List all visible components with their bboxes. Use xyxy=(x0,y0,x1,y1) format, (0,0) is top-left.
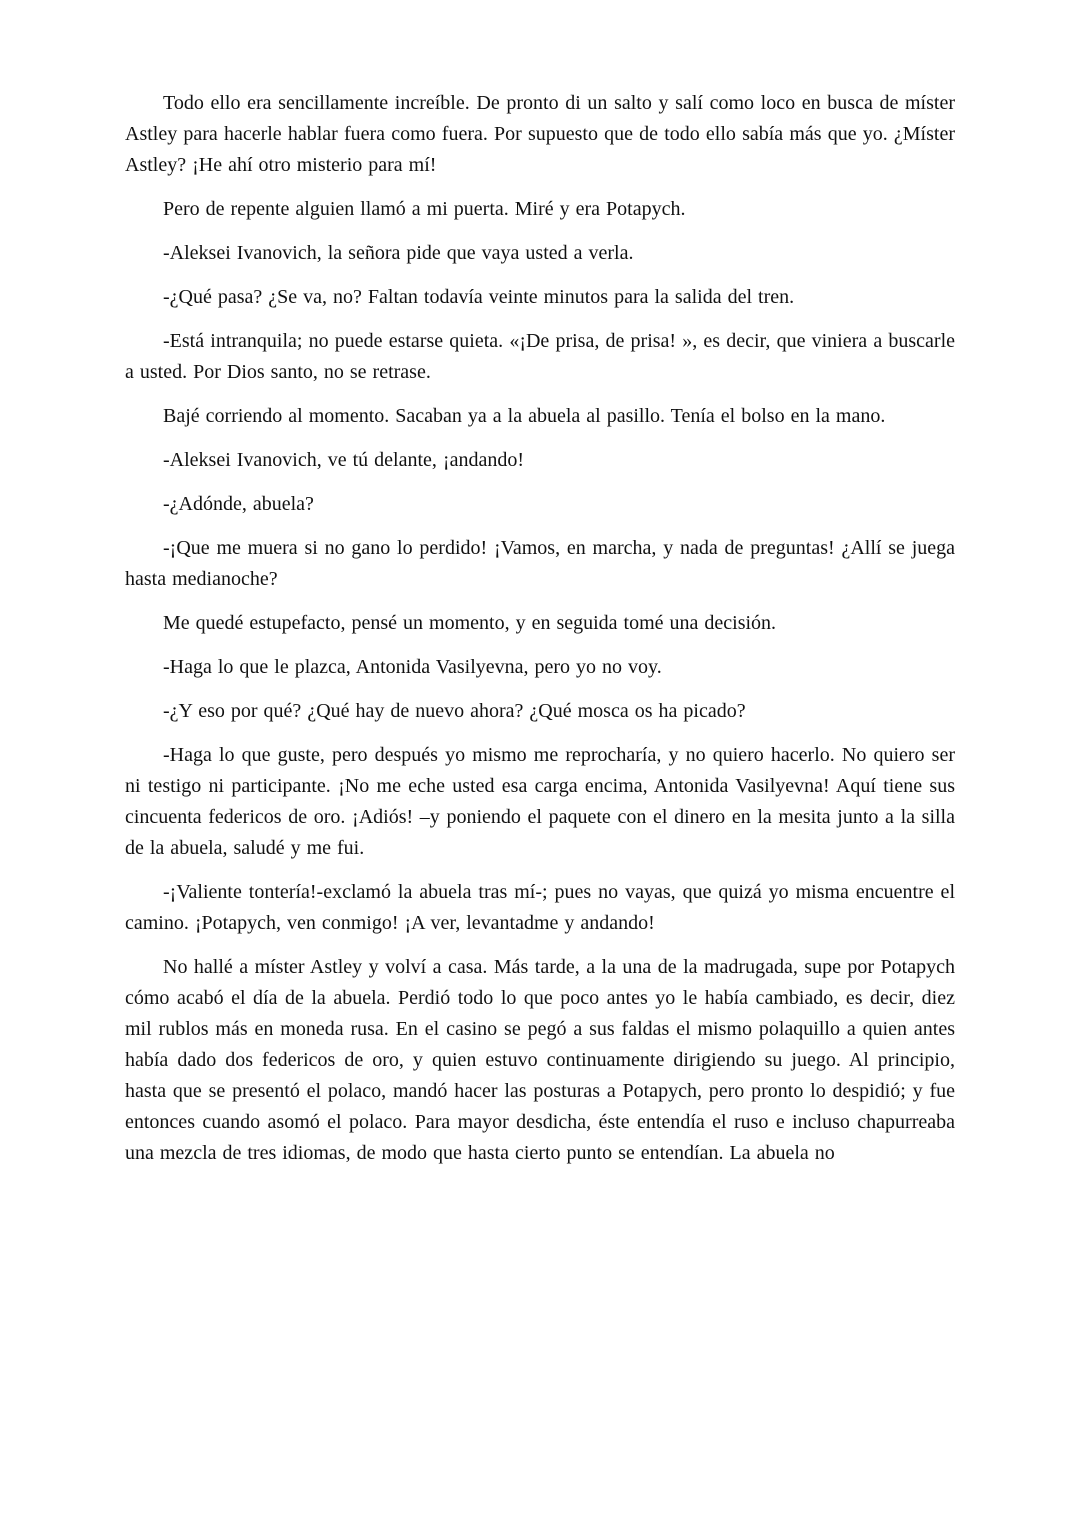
paragraph: Pero de repente alguien llamó a mi puerta. Miré y era Potapych. xyxy=(163,198,686,220)
paragraph-dialogue: -Aleksei Ivanovich, la señora pide que vaya usted a verla. xyxy=(163,242,634,264)
paragraph: Me quedé estupefacto, pensé un momento, y en seguida tomé una decisión. xyxy=(163,612,777,634)
paragraph-dialogue: -¡Que me muera si no gano lo perdido! ¡Vamos, en marcha, y nada de preguntas! ¿Allí se juega hasta medianoche? xyxy=(125,537,955,590)
paragraph: Bajé corriendo al momento. Sacaban ya a la abuela al pasillo. Tenía el bolso en la mano. xyxy=(163,405,886,427)
paragraph-dialogue: -Está intranquila; no puede estarse quieta. «¡De prisa, de prisa! », es decir, que viniera a buscarle a usted. Por Dios santo, no se retrase. xyxy=(125,330,955,383)
paragraph-dialogue: -¡Valiente tontería!-exclamó la abuela tras mí-; pues no vayas, que quizá yo misma encuentre el camino. ¡Potapych, ven conmigo! ¡A ver, levantadme y andando! xyxy=(125,881,955,934)
paragraph: No hallé a míster Astley y volví a casa. Más tarde, a la una de la madrugada, supe por Potapych cómo acabó el día de la abuela. Perdió todo lo que poco antes yo le había cambiado, es decir, diez mil rublos más en moneda rusa. En el casino se pegó a sus faldas el mismo polaquillo a quien antes había dado dos federicos de oro, y quien estuvo continuamente dirigiendo su juego. Al principio, hasta que se presentó el polaco, mandó hacer las posturas a Potapych, pero pronto lo despidió; y fue entonces cuando asomó el polaco. Para mayor desdicha, éste entendía el ruso e incluso chapurreaba una mezcla de tres idiomas, de modo que hasta cierto punto se entendían. La abuela no xyxy=(125,956,955,1164)
paragraph: Todo ello era sencillamente increíble. De pronto di un salto y salí como loco en busca de míster Astley para hacerle hablar fuera como fuera. Por supuesto que de todo ello sabía más que yo. ¿Míster Astley? ¡He ahí otro misterio para mí! xyxy=(125,92,955,176)
paragraph-dialogue: -Aleksei Ivanovich, ve tú delante, ¡andando! xyxy=(163,449,524,471)
paragraph-dialogue: -¿Adónde, abuela? xyxy=(163,493,314,515)
paragraph-dialogue: -Haga lo que le plazca, Antonida Vasilyevna, pero yo no voy. xyxy=(163,656,662,678)
paragraph-dialogue: -Haga lo que guste, pero después yo mismo me reprocharía, y no quiero hacerlo. No quiero ser ni testigo ni participante. ¡No me eche usted esa carga encima, Antonida Vasilyevna! Aquí tiene sus cincuenta federicos de oro. ¡Adiós! –y poniendo el paquete con el dinero en la mesita junto a la silla de la abuela, saludé y me fui. xyxy=(125,744,955,859)
paragraph-dialogue: -¿Y eso por qué? ¿Qué hay de nuevo ahora? ¿Qué mosca os ha picado? xyxy=(163,700,746,722)
paragraph-dialogue: -¿Qué pasa? ¿Se va, no? Faltan todavía veinte minutos para la salida del tren. xyxy=(163,286,795,308)
